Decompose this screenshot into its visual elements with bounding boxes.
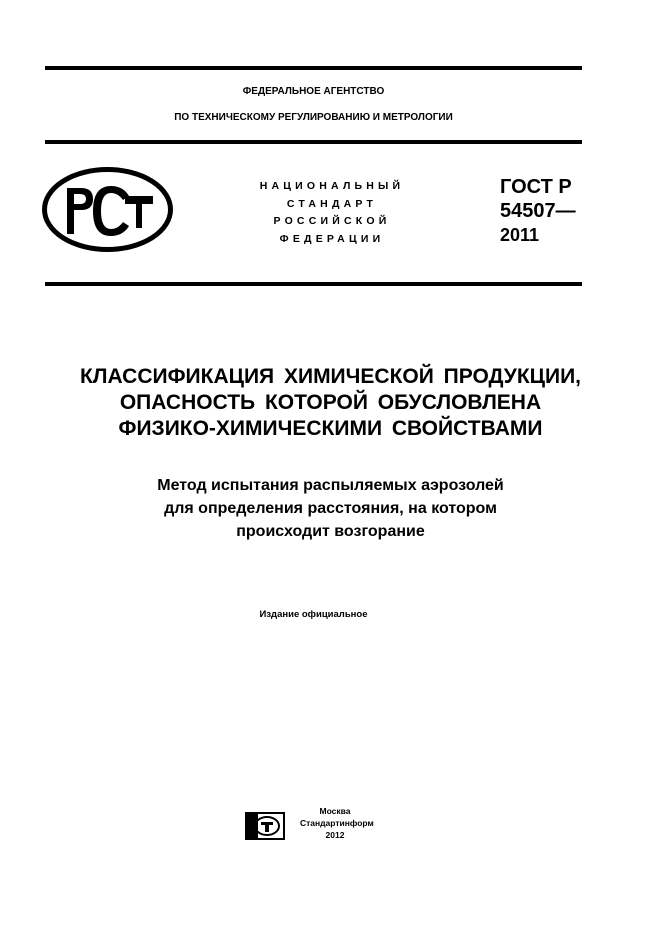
lower-rule [45,282,582,286]
agency-line-1: ФЕДЕРАЛЬНОЕ АГЕНТСТВО [242,86,385,97]
title-line-1: КЛАССИФИКАЦИЯ ХИМИЧЕСКОЙ ПРОДУКЦИИ, [79,365,582,388]
subtitle-line-2: для определения расстояния, на котором [164,500,497,517]
subtitle-line-3: происходит возгорание [236,523,425,540]
natstd-line-3: РОССИЙСКОЙ [273,215,391,227]
title-line-3: ФИЗИКО-ХИМИЧЕСКИМИ СВОЙСТВАМИ [118,417,543,440]
natstd-line-1: НАЦИОНАЛЬНЫЙ [259,180,405,192]
publisher-block [300,805,374,841]
publisher-name: Стандартинформ [300,818,374,828]
designation-year: 2011 [500,225,540,245]
publisher-year: 2012 [325,830,345,840]
title-line-2: ОПАСНОСТЬ КОТОРОЙ ОБУСЛОВЛЕНА [119,391,542,414]
subtitle-line-1: Метод испытания распыляемых аэрозолей [157,477,504,494]
edition-label: Издание официальное [259,609,368,620]
header-rule [45,140,582,144]
publisher-city: Москва [319,806,351,816]
designation-line-1: ГОСТ Р [500,176,572,198]
standartinform-logo-icon [245,812,285,840]
rst-mark-icon [41,166,174,253]
document-subtitle [40,474,621,543]
document-title [20,364,641,442]
natstd-line-4: ФЕДЕРАЦИИ [279,232,385,245]
top-rule [45,66,582,70]
national-standard-label [232,178,432,248]
natstd-line-2: СТАНДАРТ [286,197,378,210]
designation-line-2: 54507— [500,200,576,222]
standard-designation [500,175,576,247]
agency-line-2: ПО ТЕХНИЧЕСКОМУ РЕГУЛИРОВАНИЮ И МЕТРОЛОГИИ [174,112,453,123]
